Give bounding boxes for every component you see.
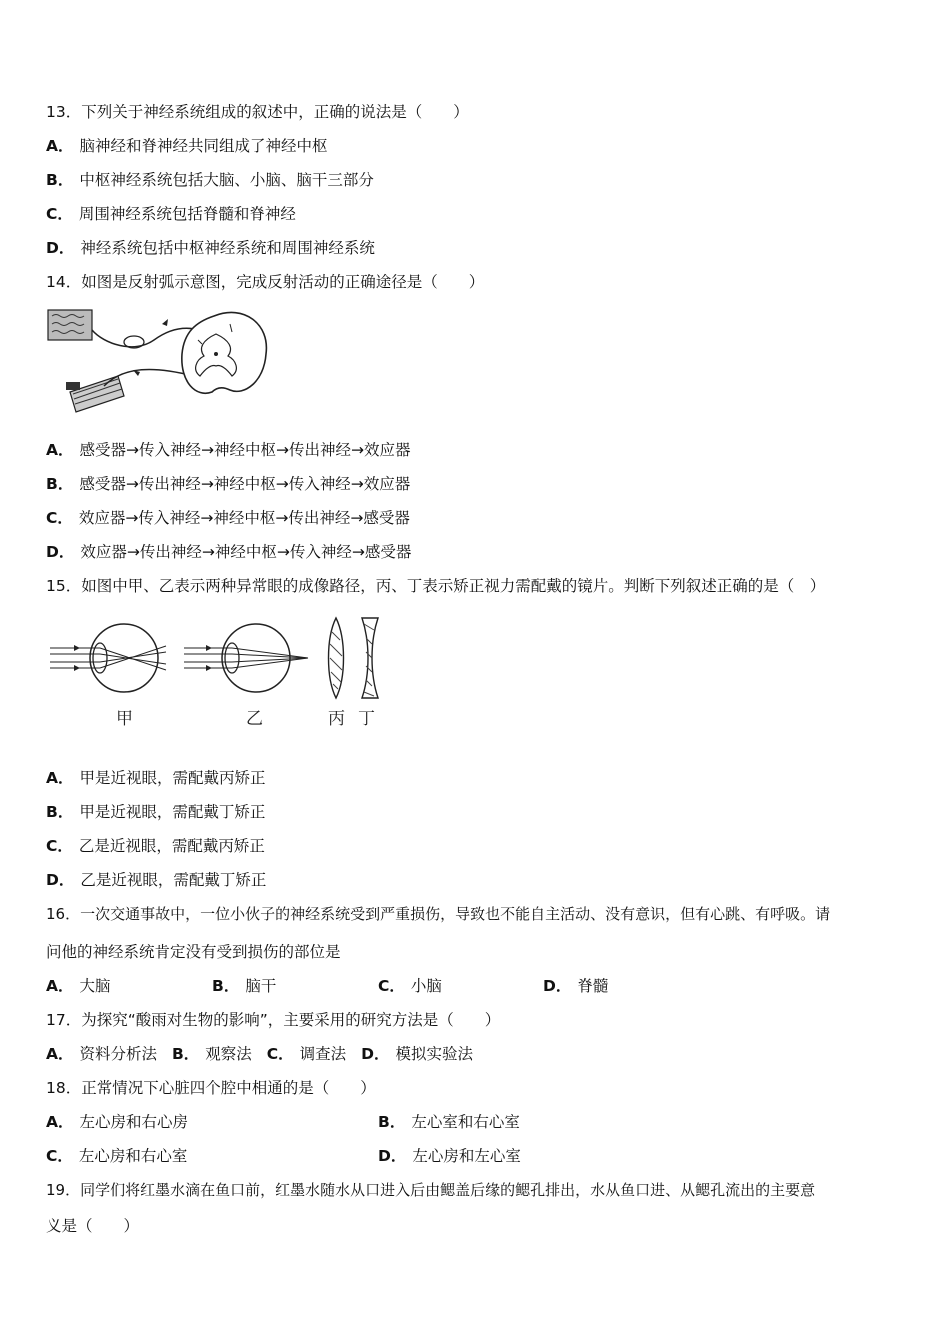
label-ding: 丁	[358, 709, 375, 729]
q13-stem: 13．下列关于神经系统组成的叙述中，正确的说法是（ ）	[46, 103, 469, 121]
label-bing: 丙	[328, 709, 345, 729]
q14-option-a: A． 感受器→传入神经→神经中枢→传出神经→效应器	[46, 441, 411, 459]
q17-option-a: A． 资料分析法	[46, 1045, 158, 1063]
q18-option-d: D． 左心房和左心室	[378, 1147, 521, 1165]
q16-stem-line2: 问他的神经系统肯定没有受到损伤的部位是	[46, 943, 341, 961]
q16-option-b: B． 脑干	[212, 977, 277, 995]
receptor-skin-patch	[48, 310, 92, 340]
label-jia: 甲	[116, 709, 133, 729]
q15-option-a: A． 甲是近视眼，需配戴丙矫正	[46, 769, 266, 787]
q18-options-row1	[46, 1112, 520, 1132]
lens-bing-convex	[329, 618, 344, 698]
lens-ding-concave	[362, 618, 378, 698]
q16-option-a: A． 大脑	[46, 977, 111, 995]
q13-option-c: C． 周围神经系统包括脊髓和脊神经	[46, 205, 296, 223]
q15-stem: 15．如图中甲、乙表示两种异常眼的成像路径，丙、丁表示矫正视力需配戴的镜片。判断下列叙述正确的是（ ）	[46, 577, 826, 595]
spinal-cord-section	[182, 312, 267, 393]
q15-option-c: C． 乙是近视眼，需配戴丙矫正	[46, 837, 265, 855]
q14-option-b: B． 感受器→传出神经→神经中枢→传入神经→效应器	[46, 475, 411, 493]
eye-jia-diagram	[50, 624, 166, 692]
q16-options-row	[46, 976, 609, 996]
q18-stem: 18．正常情况下心脏四个腔中相通的是（ ）	[46, 1079, 376, 1097]
q17-option-c: C． 调查法	[266, 1045, 347, 1063]
q18-option-a: A． 左心房和右心房	[46, 1113, 189, 1131]
q13-option-b: B． 中枢神经系统包括大脑、小脑、脑干三部分	[46, 171, 374, 189]
q13-option-a: A． 脑神经和脊神经共同组成了神经中枢	[46, 137, 328, 155]
q17-options-row	[46, 1044, 473, 1064]
effector-muscle	[66, 376, 124, 412]
label-yi: 乙	[246, 709, 263, 729]
q15-option-b: B． 甲是近视眼，需配戴丁矫正	[46, 803, 266, 821]
q17-option-d: D． 模拟实验法	[361, 1045, 473, 1063]
q17-stem: 17．为探究“酸雨对生物的影响”，主要采用的研究方法是（ ）	[46, 1011, 501, 1029]
q19-stem-line1: 19．同学们将红墨水滴在鱼口前，红墨水随水从口进入后由鳃盖后缘的鳃孔排出，水从鱼口进、从鳃孔流出的主要意	[46, 1181, 816, 1199]
eye-yi-diagram	[184, 624, 308, 692]
eye-lens-figure	[46, 612, 386, 734]
q14-option-c: C． 效应器→传入神经→神经中枢→传出神经→感受器	[46, 509, 410, 527]
q19-stem-line2: 义是（ ）	[46, 1217, 140, 1235]
reflex-arc-figure	[44, 304, 270, 416]
q17-option-b: B． 观察法	[171, 1045, 252, 1063]
q15-option-d: D． 乙是近视眼，需配戴丁矫正	[46, 871, 267, 889]
q18-options-row2	[46, 1146, 521, 1166]
q18-option-c: C． 左心房和右心室	[46, 1147, 188, 1165]
q16-option-d: D． 脊髓	[543, 977, 609, 995]
q13-option-d: D． 神经系统包括中枢神经系统和周围神经系统	[46, 239, 375, 257]
q14-option-d: D． 效应器→传出神经→神经中枢→传入神经→感受器	[46, 543, 412, 561]
q16-stem-line1: 16．一次交通事故中，一位小伙子的神经系统受到严重损伤，导致也不能自主活动、没有意识，但有心跳、有呼吸。请	[46, 905, 831, 923]
q14-stem: 14．如图是反射弧示意图，完成反射活动的正确途径是（ ）	[46, 273, 485, 291]
q16-option-c: C． 小脑	[378, 977, 442, 995]
q18-option-b: B． 左心室和右心室	[378, 1113, 520, 1131]
